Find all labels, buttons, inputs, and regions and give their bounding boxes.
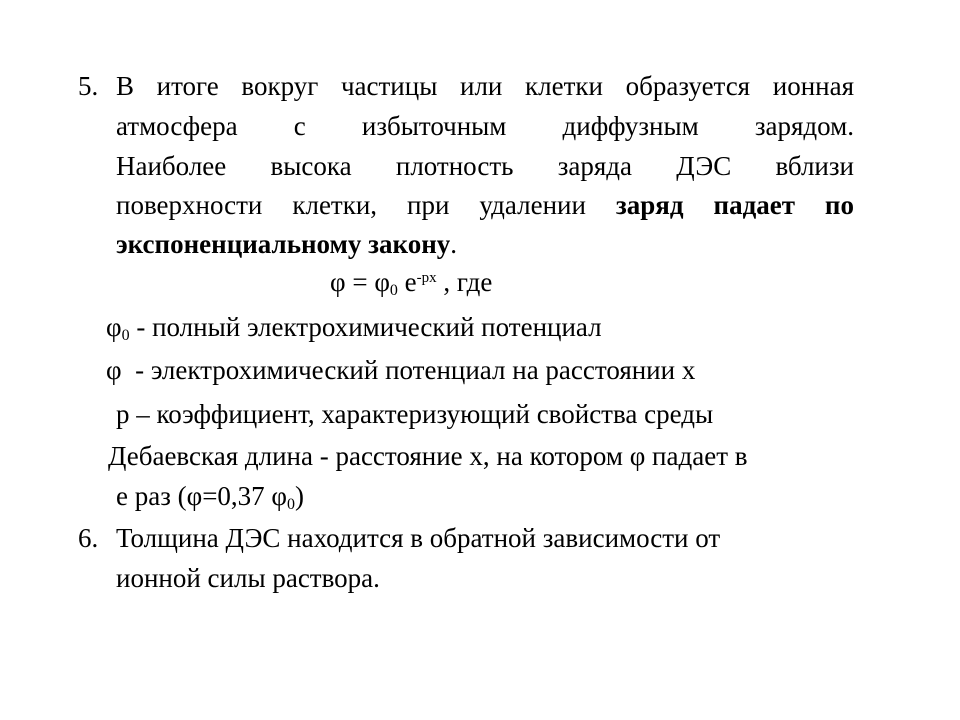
formula-phi: φ xyxy=(330,267,346,297)
definition-phi xyxy=(106,355,695,385)
definition-phi0 xyxy=(106,312,602,342)
item-5-line-3: Наиболее высока плотность заряда ДЭС вблизи xyxy=(116,151,854,181)
formula-phi0: φ xyxy=(374,267,390,297)
formula-exponent: -px xyxy=(416,270,437,286)
definition-debye-line-2-end: ) xyxy=(295,481,305,511)
item-5-line-5-bold: экспоненциальному закону xyxy=(116,229,451,259)
item-6-number: 6. xyxy=(78,523,99,553)
item-5-line-4 xyxy=(116,190,854,220)
formula-eq: = xyxy=(345,267,375,297)
definition-debye-line-1: Дебаевская длина - расстояние х, на котором φ падает в xyxy=(108,441,748,471)
definition-phi-symbol: φ xyxy=(106,355,122,385)
definition-phi0-text: - полный электрохимический потенциал xyxy=(129,312,602,342)
item-5-line-2: атмосфера с избыточным диффузным зарядом. xyxy=(116,111,854,141)
definition-debye-line-2-text: е раз (φ=0,37 φ xyxy=(116,481,288,511)
item-5-line-5-tail: . xyxy=(450,229,458,259)
definition-debye-line-2 xyxy=(116,481,304,511)
item-6-line-2: ионной силы раствора. xyxy=(116,563,380,593)
item-5-line-1: В итоге вокруг частицы или клетки образуется ионная xyxy=(116,71,854,101)
item-5-number: 5. xyxy=(78,71,99,101)
definition-phi-text: - электрохимический потенциал на расстоянии х xyxy=(121,355,696,385)
formula xyxy=(330,267,492,297)
definition-p: р – коэффициент, характеризующий свойства среды xyxy=(116,399,714,429)
item-6-line-1: Толщина ДЭС находится в обратной зависимости от xyxy=(116,523,721,553)
formula-e: e xyxy=(397,267,417,297)
definition-phi0-symbol: φ xyxy=(106,312,122,342)
definition-debye-line-2-sub: 0 xyxy=(287,496,296,513)
item-5-line-4-plain: поверхности клетки, при удалении xyxy=(116,190,616,220)
item-5-line-5 xyxy=(116,229,457,259)
definition-phi0-sub: 0 xyxy=(121,327,130,344)
item-5-line-4-bold: заряд падает по xyxy=(615,190,854,220)
formula-tail: , где xyxy=(436,267,493,297)
formula-sub0: 0 xyxy=(389,282,398,299)
